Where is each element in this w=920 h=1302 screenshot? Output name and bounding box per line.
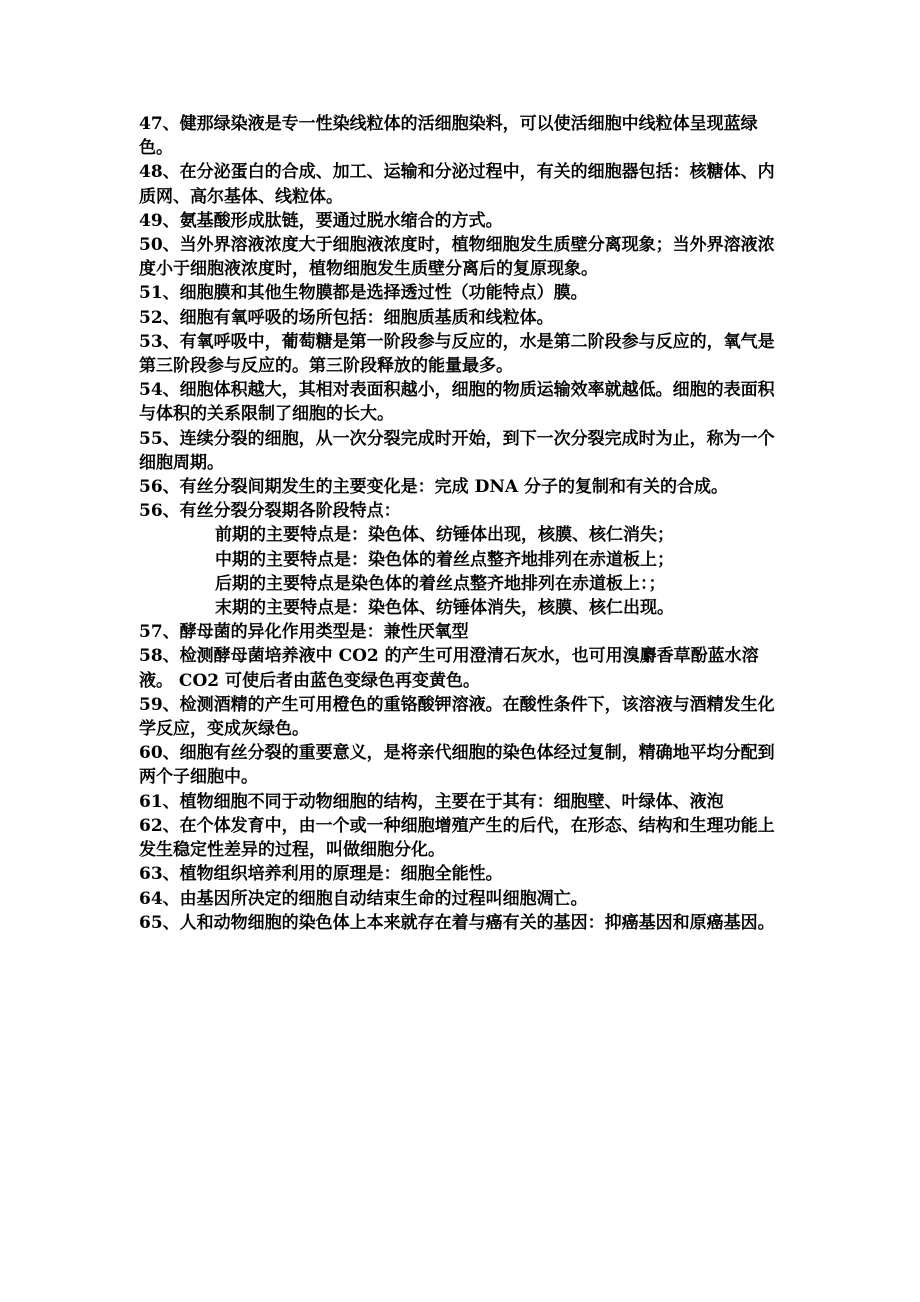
item-63: 63、植物组织培养利用的原理是：细胞全能性。 (139, 864, 503, 885)
item-60: 60、细胞有丝分裂的重要意义，是将亲代细胞的染色体经过复制，精确地平均分配到两个子细胞中。 (139, 743, 775, 788)
document-body (139, 112, 784, 935)
item-54: 54、细胞体积越大，其相对表面积越小，细胞的物质运输效率就越低。细胞的表面积与体积的关系限制了细胞的长大。 (139, 380, 775, 425)
item-56-division: 56、有丝分裂分裂期各阶段特点： (139, 501, 401, 522)
item-50: 50、当外界溶液浓度大于细胞液浓度时，植物细胞发生质壁分离现象；当外界溶液浓度小于细胞液浓度时，植物细胞发生质壁分离后的复原现象。 (139, 235, 775, 280)
item-47: 47、健那绿染液是专一性染线粒体的活细胞染料，可以使活细胞中线粒体呈现蓝绿色。 (139, 114, 758, 159)
item-64: 64、由基因所决定的细胞自动结束生命的过程叫细胞凋亡。 (139, 888, 588, 909)
item-59: 59、检测酒精的产生可用橙色的重铬酸钾溶液。在酸性条件下，该溶液与酒精发生化学反应，变成灰绿色。 (139, 694, 775, 740)
item-55: 55、连续分裂的细胞，从一次分裂完成时开始，到下一次分裂完成时为止，称为一个细胞周期。 (139, 428, 775, 473)
item-58: 58、检测酵母菌培养液中 CO2 的产生可用澄清石灰水，也可用溴麝香草酚蓝水溶液。 CO2 可使后者由蓝色变绿色再变黄色。 (139, 646, 759, 691)
phase-anaphase: 后期的主要特点是染色体的着丝点整齐地排列在赤道板上：； (215, 573, 666, 594)
item-49: 49、氨基酸形成肽链，要通过脱水缩合的方式。 (139, 210, 503, 231)
item-52: 52、细胞有氧呼吸的场所包括：细胞质基质和线粒体。 (139, 307, 554, 328)
phase-prophase: 前期的主要特点是：染色体、纺锤体出现，核膜、核仁消失； (215, 525, 674, 546)
item-62: 62、在个体发育中，由一个或一种细胞增殖产生的后代，在形态、结构和生理功能上发生稳定性差异的过程，叫做细胞分化。 (139, 815, 775, 861)
phase-metaphase: 中期的主要特点是：染色体的着丝点整齐地排列在赤道板上； (215, 549, 674, 570)
item-51: 51、细胞膜和其他生物膜都是选择透过性（功能特点）膜。 (139, 283, 588, 304)
item-57: 57、酵母菌的异化作用类型是：兼性厌氧型 (139, 622, 469, 643)
item-53: 53、有氧呼吸中，葡萄糖是第一阶段参与反应的，水是第二阶段参与反应的，氧气是第三阶段参与反应的。第三阶段释放的能量最多。 (139, 331, 775, 377)
item-61: 61、植物细胞不同于动物细胞的结构，主要在于其有：细胞壁、叶绿体、液泡 (139, 791, 724, 812)
item-65: 65、人和动物细胞的染色体上本来就存在着与癌有关的基因：抑癌基因和原癌基因。 (139, 912, 775, 933)
item-56-interphase: 56、有丝分裂间期发生的主要变化是：完成 DNA 分子的复制和有关的合成。 (139, 477, 728, 498)
item-48: 48、在分泌蛋白的合成、加工、运输和分泌过程中，有关的细胞器包括：核糖体、内质网、高尔基体、线粒体。 (139, 162, 775, 207)
phase-telophase: 末期的主要特点是：染色体、纺锤体消失，核膜、核仁出现。 (215, 598, 674, 619)
